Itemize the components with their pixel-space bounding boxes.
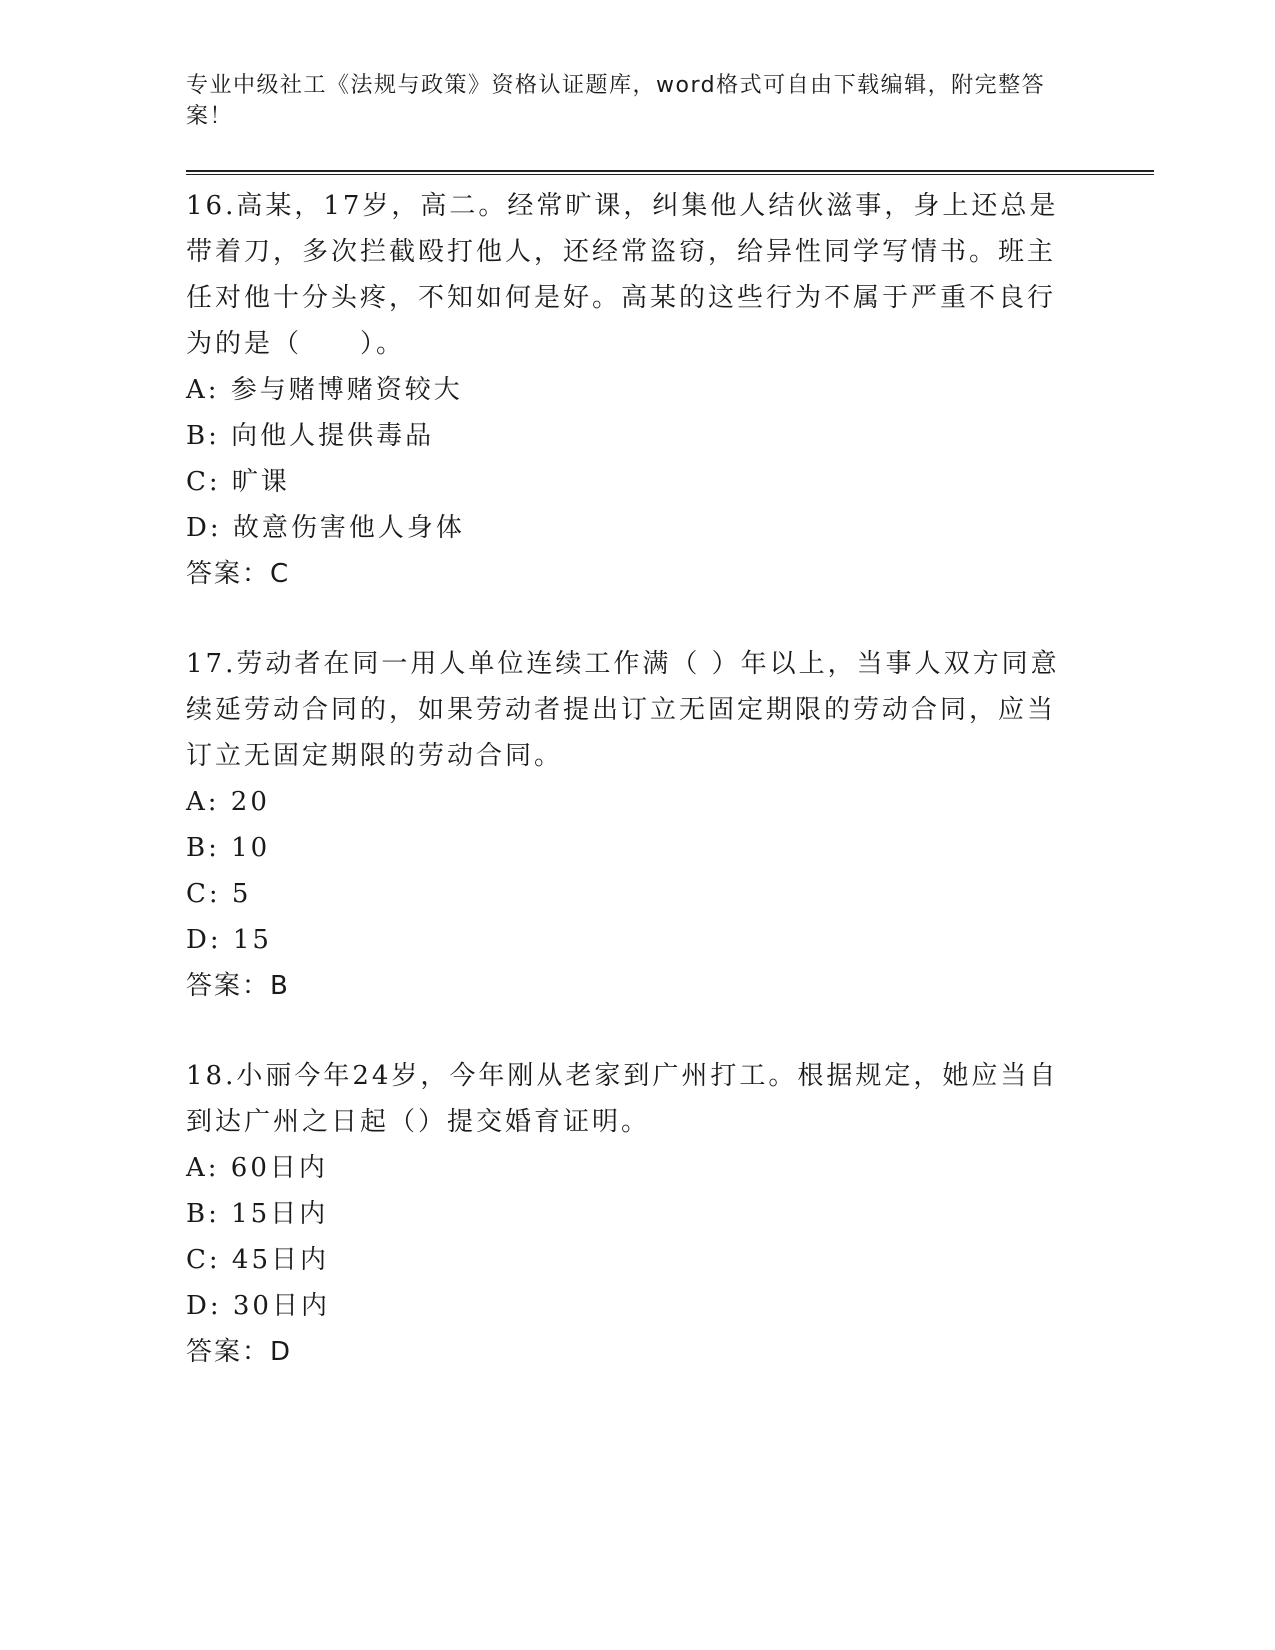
option-b: B: 10 bbox=[186, 833, 271, 863]
answer-text: 答案：D bbox=[186, 1337, 293, 1367]
option-c: C: 45日内 bbox=[186, 1245, 330, 1275]
question-17 bbox=[186, 641, 1146, 1009]
option-c: C: 5 bbox=[186, 879, 252, 909]
option-b: B: 向他人提供毒品 bbox=[186, 421, 435, 451]
option-c: C: 旷课 bbox=[186, 467, 290, 497]
question-text: 16.高某，17岁，高二。经常旷课，纠集他人结伙滋事，身上还总是带着刀，多次拦截殴打他人，还经常盗窃，给异性同学写情书。班主任对他十分头疼，不知如何是好。高某的这些行为不属于严重不良行为的是（ ）。 bbox=[186, 191, 1059, 359]
header-note: 专业中级社工《法规与政策》资格认证题库，word格式可自由下载编辑，附完整答案！ bbox=[186, 73, 1046, 129]
header-divider bbox=[186, 170, 1154, 175]
question-text: 17.劳动者在同一用人单位连续工作满（ ）年以上，当事人双方同意续延劳动合同的，如果劳动者提出订立无固定期限的劳动合同，应当订立无固定期限的劳动合同。 bbox=[186, 649, 1060, 771]
option-a: A: 60日内 bbox=[186, 1153, 328, 1183]
question-16 bbox=[186, 183, 1146, 597]
option-d: D: 故意伤害他人身体 bbox=[186, 513, 465, 543]
answer-text: 答案：B bbox=[186, 971, 290, 1001]
option-a: A: 20 bbox=[186, 787, 270, 817]
answer-text: 答案：C bbox=[186, 559, 291, 589]
question-18 bbox=[186, 1053, 1146, 1375]
option-d: D: 30日内 bbox=[186, 1291, 330, 1321]
question-text: 18.小丽今年24岁，今年刚从老家到广州打工。根据规定，她应当自到达广州之日起（）提交婚育证明。 bbox=[186, 1061, 1059, 1137]
option-d: D: 15 bbox=[186, 925, 272, 955]
option-b: B: 15日内 bbox=[186, 1199, 329, 1229]
document-page bbox=[186, 70, 1146, 1375]
option-a: A: 参与赌博赌资较大 bbox=[186, 375, 463, 405]
